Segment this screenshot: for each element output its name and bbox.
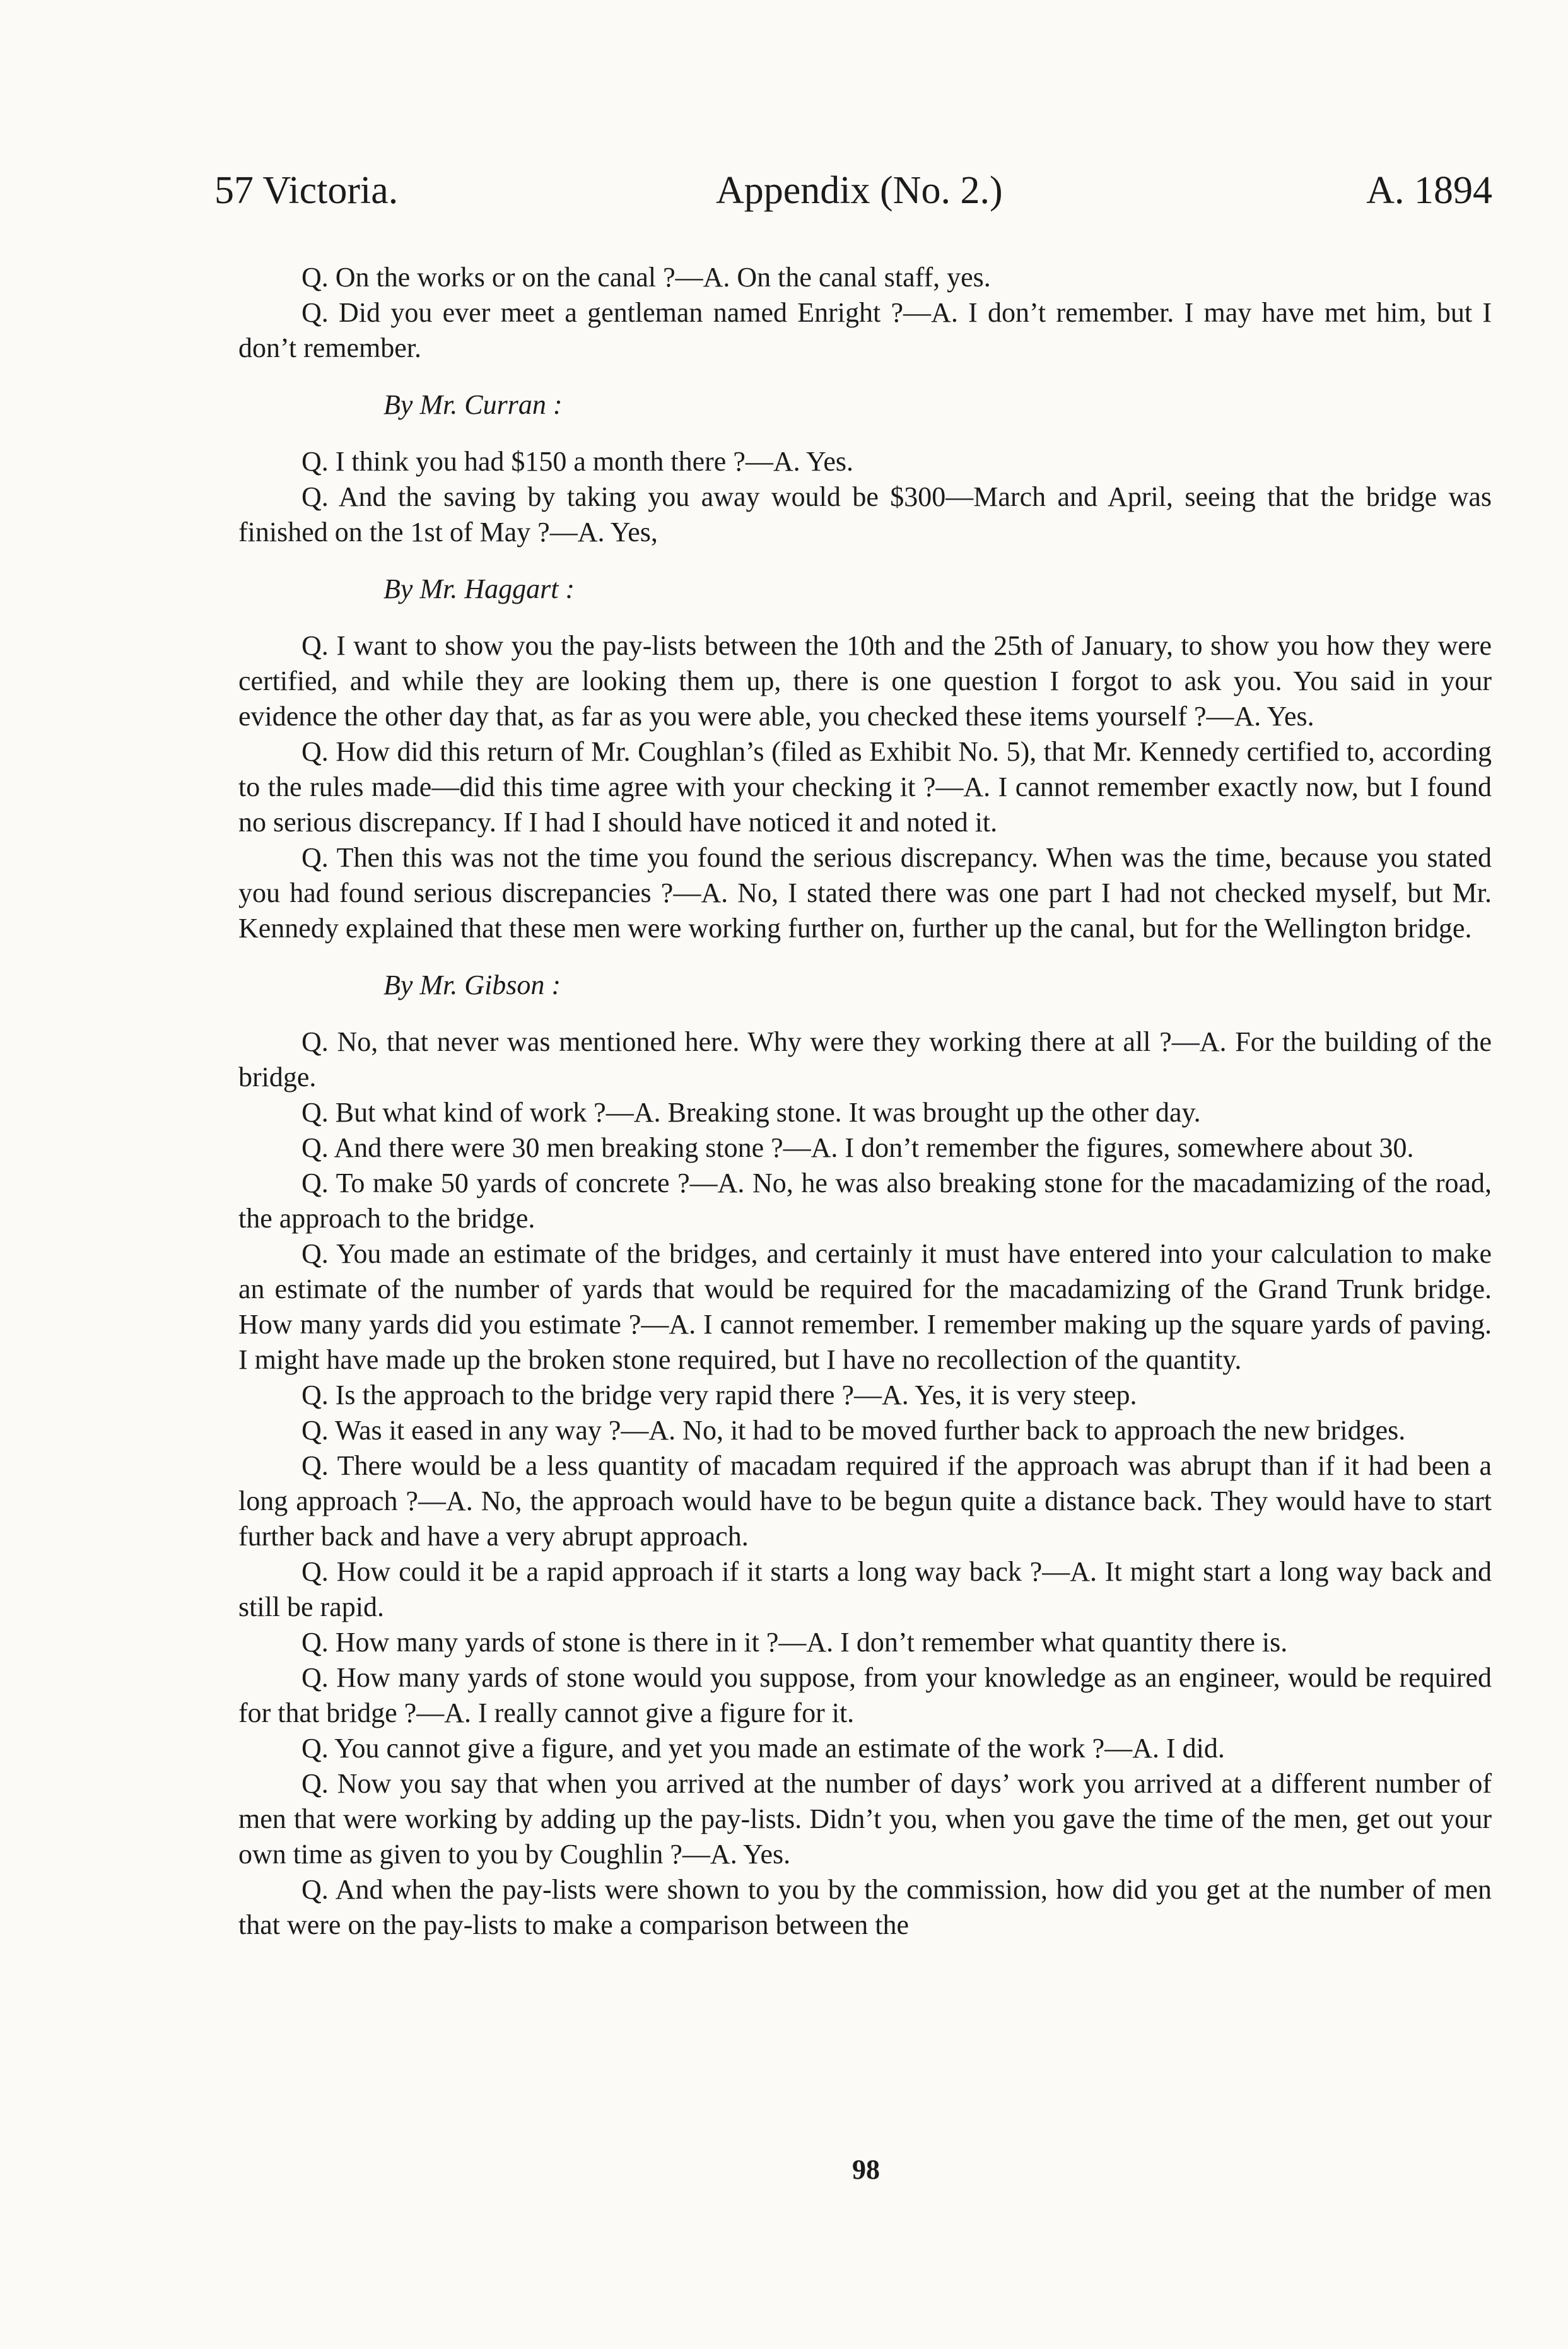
question-answer-paragraph: Q. Was it eased in any way ?—A. No, it had to be moved further back to approach the new bridges.: [301, 1415, 1406, 1446]
examiner-heading: By Mr. Gibson :: [383, 969, 561, 1000]
question-answer-paragraph: Q. Is the approach to the bridge very rapid there ?—A. Yes, it is very steep.: [301, 1380, 1137, 1410]
question-answer-paragraph: Q. How did this return of Mr. Coughlan’s (filed as Exhibit No. 5), that Mr. Kennedy certified to, according to the rules made—did this time agree with your checking it ?—A. I cannot remember exactly now, but I found no serious discrepancy. If I had I should have noticed it and noted it.: [238, 736, 1492, 838]
question-answer-paragraph: Q. Did you ever meet a gentleman named Enright ?—A. I don’t remember. I may have met him, but I don’t remember.: [238, 297, 1492, 363]
examiner-heading: By Mr. Haggart :: [383, 573, 575, 604]
running-header: [214, 165, 1492, 216]
transcript-body: [238, 260, 1492, 1943]
question-answer-paragraph: Q. Then this was not the time you found the serious discrepancy. When was the time, because you stated you had found serious discrepancies ?—A. No, I stated there was one part I had not checked myself, but Mr. Kennedy explained that these men were working further on, further up the canal, but for the Wellington bridge.: [238, 842, 1492, 944]
question-answer-paragraph: Q. I think you had $150 a month there ?—A. Yes.: [301, 446, 854, 477]
question-answer-paragraph: Q. Now you say that when you arrived at the number of days’ work you arrived at a different number of men that were working by adding up the pay-lists. Didn’t you, when you gave the time of the men, get out your own time as given to you by Coughlin ?—A. Yes.: [238, 1768, 1492, 1870]
question-answer-paragraph: Q. How could it be a rapid approach if it starts a long way back ?—A. It might start a long way back and still be rapid.: [238, 1556, 1492, 1622]
examiner-heading: By Mr. Curran :: [383, 389, 563, 420]
question-answer-paragraph: Q. To make 50 yards of concrete ?—A. No, he was also breaking stone for the macadamizing of the road, the approach to the bridge.: [238, 1168, 1492, 1234]
question-answer-paragraph: Q. No, that never was mentioned here. Why were they working there at all ?—A. For the building of the bridge.: [238, 1026, 1492, 1092]
question-answer-paragraph: Q. On the works or on the canal ?—A. On the canal staff, yes.: [301, 262, 991, 293]
question-answer-paragraph: Q. And when the pay-lists were shown to you by the commission, how did you get at the number of men that were on the pay-lists to make a comparison between the: [238, 1874, 1492, 1940]
question-answer-paragraph: Q. You cannot give a figure, and yet you made an estimate of the work ?—A. I did.: [301, 1733, 1225, 1764]
page-number: 98: [852, 2154, 880, 2185]
question-answer-paragraph: Q. How many yards of stone is there in it ?—A. I don’t remember what quantity there is.: [301, 1627, 1288, 1658]
header-appendix: Appendix (No. 2.): [716, 169, 1003, 212]
question-answer-paragraph: Q. How many yards of stone would you suppose, from your knowledge as an engineer, would be required for that bridge ?—A. I really cannot give a figure for it.: [238, 1662, 1492, 1728]
header-session: 57 Victoria.: [214, 169, 399, 212]
question-answer-paragraph: Q. I want to show you the pay-lists between the 10th and the 25th of January, to show you how they were certified, and while they are looking them up, there is one question I forgot to ask you. You said in your evidence the other day that, as far as you were able, you checked these items yourself ?—A. Yes.: [238, 630, 1492, 732]
question-answer-paragraph: Q. And there were 30 men breaking stone ?—A. I don’t remember the figures, somewhere about 30.: [301, 1132, 1414, 1163]
question-answer-paragraph: Q. There would be a less quantity of macadam required if the approach was abrupt than if it had been a long approach ?—A. No, the approach would have to be begun quite a distance back. They would have to start further back and have a very abrupt approach.: [238, 1450, 1492, 1552]
question-answer-paragraph: Q. You made an estimate of the bridges, and certainly it must have entered into your calculation to make an estimate of the number of yards that would be required for the macadamizing of the Grand Trunk bridge. How many yards did you estimate ?—A. I cannot remember. I remember making up the square yards of paving. I might have made up the broken stone required, but I have no recollection of the quantity.: [238, 1238, 1492, 1375]
header-year: A. 1894: [1366, 169, 1492, 212]
question-answer-paragraph: Q. And the saving by taking you away would be $300—March and April, seeing that the bridge was finished on the 1st of May ?—A. Yes,: [238, 481, 1492, 548]
question-answer-paragraph: Q. But what kind of work ?—A. Breaking stone. It was brought up the other day.: [301, 1097, 1201, 1128]
